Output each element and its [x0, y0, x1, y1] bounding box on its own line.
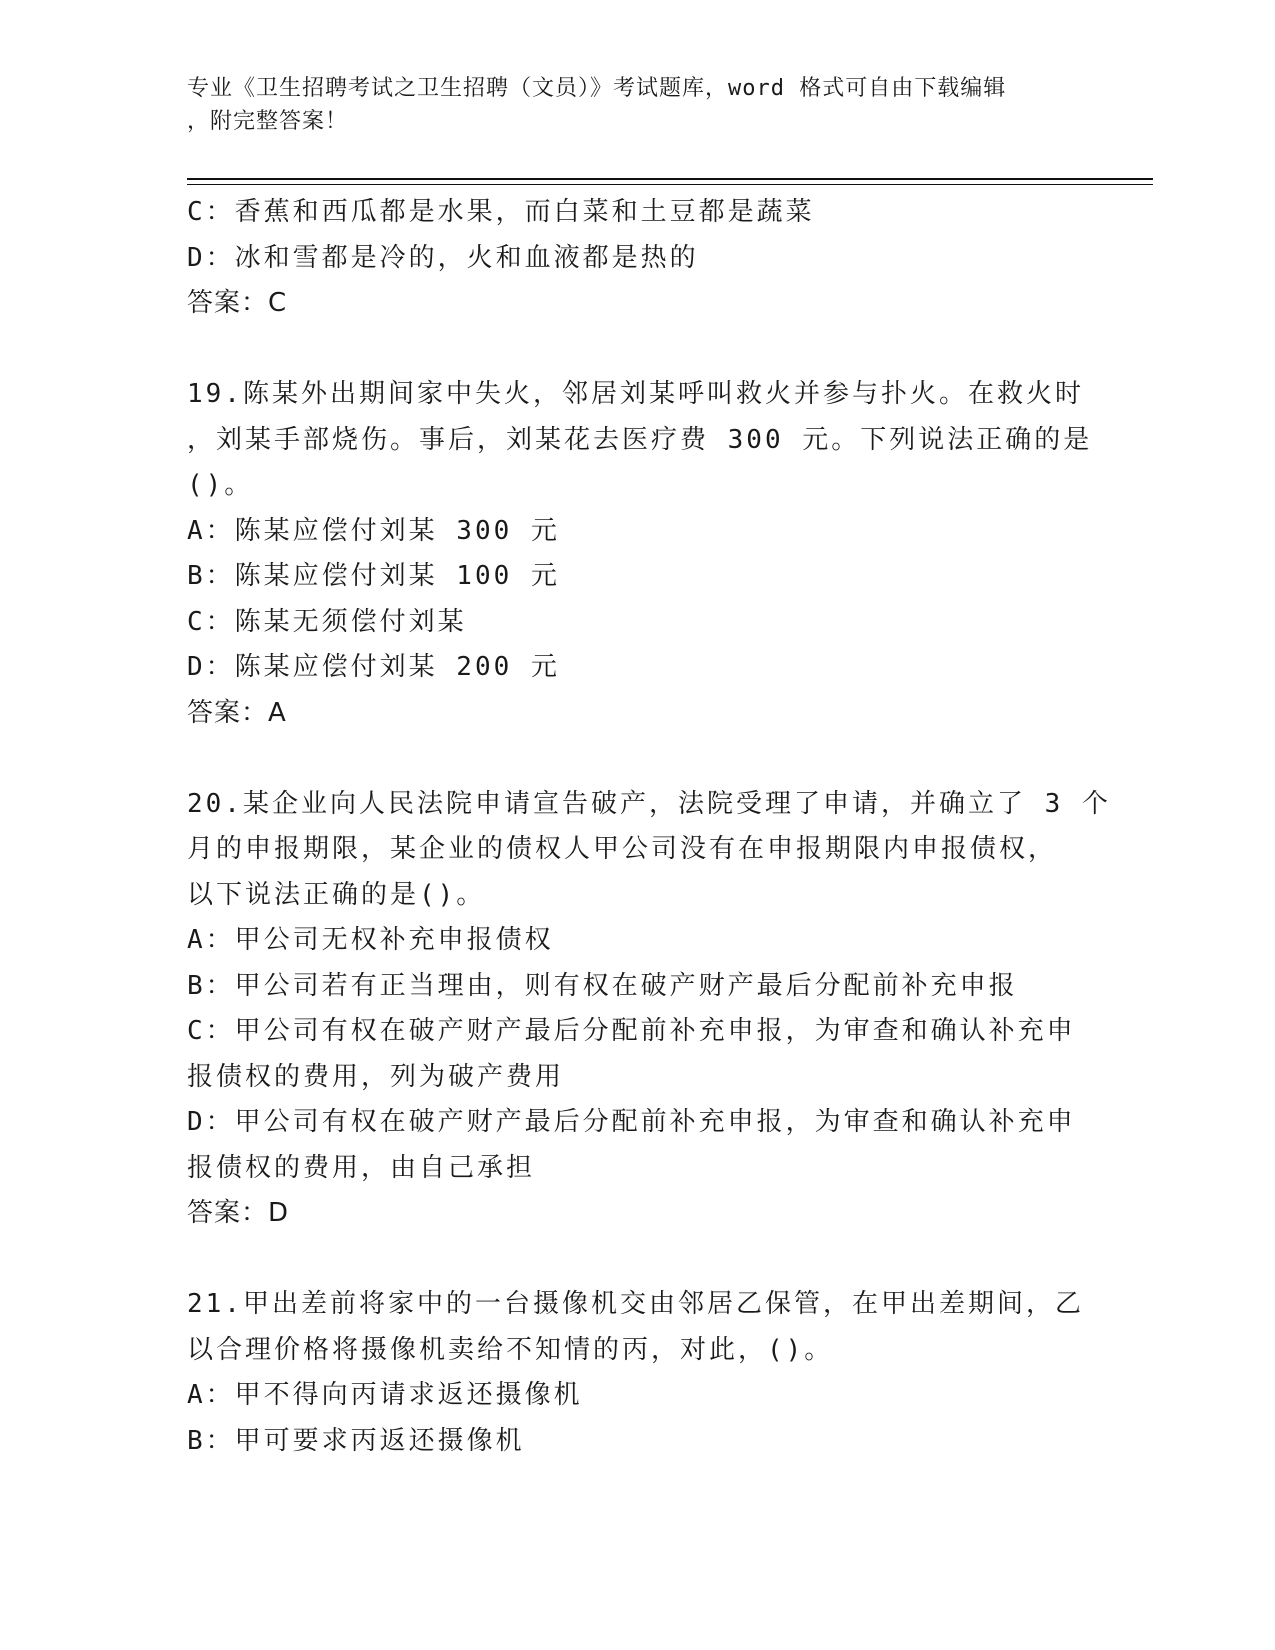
- q20-option-c-line-1: C：甲公司有权在破产财产最后分配前补充申报，为审查和确认补充申: [187, 1016, 1076, 1046]
- spacer: [187, 327, 1087, 373]
- q20-option-c-line-2: 报债权的费用，列为破产费用: [187, 1061, 565, 1092]
- q19-answer: 答案：A: [187, 697, 287, 728]
- q19-option-a: A：陈某应偿付刘某 300 元: [187, 515, 560, 546]
- q21-stem-line-2: 以合理价格将摄像机卖给不知情的丙，对此，()。: [187, 1334, 834, 1365]
- header-title-line-1: 专业《卫生招聘考试之卫生招聘（文员）》考试题库，word 格式可自由下载编辑: [187, 76, 1007, 101]
- q20-answer: 答案：D: [187, 1198, 290, 1228]
- q19-option-b: B：陈某应偿付刘某 100 元: [187, 561, 560, 591]
- q20-stem-line-1: 20.某企业向人民法院申请宣告破产，法院受理了申请，并确立了 3 个: [187, 788, 1111, 819]
- q18-option-c: C：香蕉和西瓜都是水果，而白菜和土豆都是蔬菜: [187, 197, 815, 227]
- q19-option-d: D：陈某应偿付刘某 200 元: [187, 652, 560, 682]
- question-20: [187, 782, 1111, 1237]
- q21-option-b: B：甲可要求丙返还摄像机: [187, 1425, 525, 1456]
- page-header: [187, 72, 1087, 138]
- q19-stem-line-2: ，刘某手部烧伤。事后，刘某花去医疗费 300 元。下列说法正确的是: [187, 424, 1093, 455]
- q19-stem-line-3: ()。: [187, 470, 254, 500]
- q19-option-c: C：陈某无须偿付刘某: [187, 606, 467, 637]
- q18-answer: 答案：C: [187, 288, 288, 318]
- q21-stem-line-1: 21.甲出差前将家中的一台摄像机交由邻居乙保管，在甲出差期间，乙: [187, 1289, 1084, 1319]
- q20-option-b: B：甲公司若有正当理由，则有权在破产财产最后分配前补充申报: [187, 970, 1018, 1001]
- header-rule-thin: [187, 184, 1153, 185]
- q20-option-d-line-1: D：甲公司有权在破产财产最后分配前补充申报，为审查和确认补充申: [187, 1107, 1076, 1137]
- q18-option-d: D：冰和雪都是冷的，火和血液都是热的: [187, 242, 699, 273]
- q20-stem-line-2: 月的申报期限，某企业的债权人甲公司没有在申报期限内申报债权，: [187, 834, 1058, 864]
- question-19: [187, 372, 1093, 736]
- q19-stem-line-1: 19.陈某外出期间家中失火，邻居刘某呼叫救火并参与扑火。在救火时: [187, 379, 1084, 409]
- q20-option-d-line-2: 报债权的费用，由自己承担: [187, 1152, 536, 1183]
- header-title-line-2: ，附完整答案！: [187, 109, 349, 134]
- q20-stem-line-3: 以下说法正确的是()。: [187, 879, 486, 910]
- question-21: [187, 1282, 1087, 1464]
- q20-option-a: A：甲公司无权补充申报债权: [187, 925, 554, 955]
- spacer: [187, 1237, 1087, 1283]
- spacer: [187, 736, 1087, 782]
- q21-option-a: A：甲不得向丙请求返还摄像机: [187, 1380, 583, 1410]
- header-rule-thick: [187, 178, 1153, 180]
- question-content: [187, 190, 1111, 1464]
- question-18-tail: [187, 190, 1087, 327]
